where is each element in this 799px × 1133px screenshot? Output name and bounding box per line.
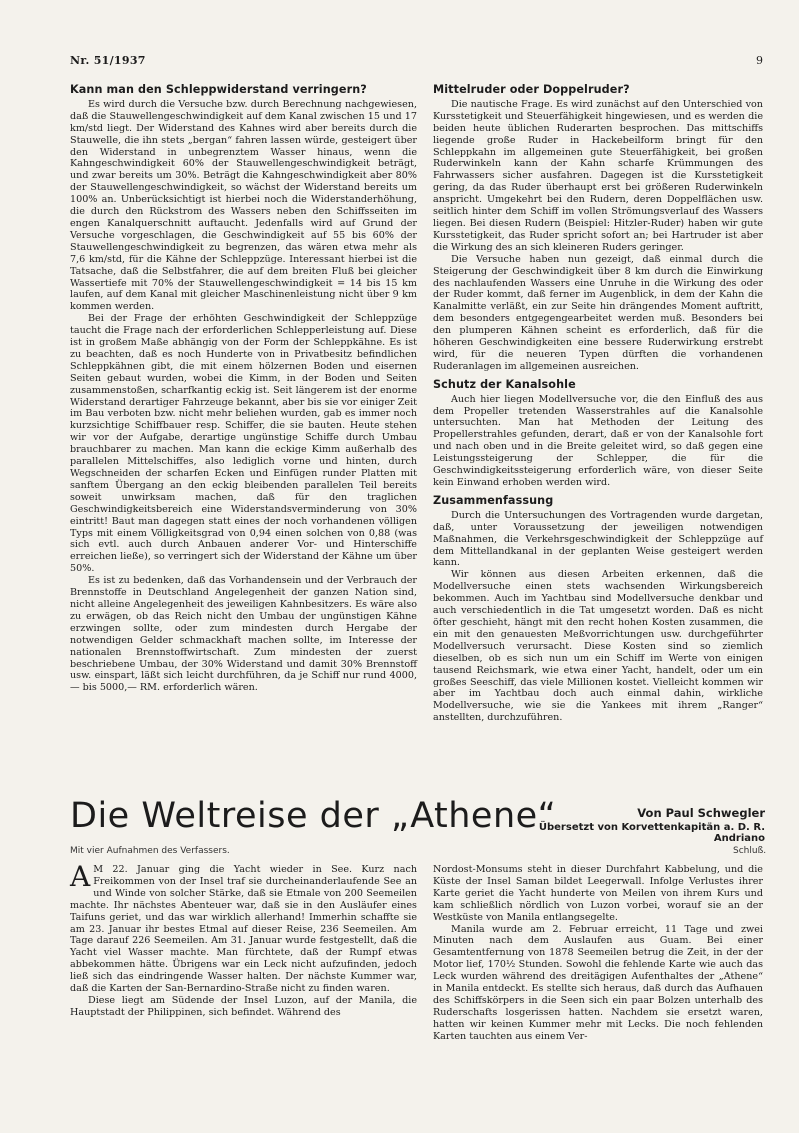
paragraph: Wir können aus diesen Arbeiten erkennen, daß die Modellversuche einen stets wachsenden Wirkungsbereich bekommen. Auch im Yachtbau sind Modellversuche denkbar und auch verschiedentlich in die Tat umgesetzt worden. Daß es nicht öfter geschieht, hängt mit den recht hohen Kosten zusammen, die ein mit den genauesten Meßvorrichtungen usw. durchgeführter Modellversuch verursacht. Diese Kosten sind so ziemlich dieselben, ob es sich nun um ein Schiff im Werte von einigen tausend Reichsmark, wie etwa einer Yacht, handelt, oder um ein großes Seeschiff, das viele Millionen kostet. Vielleicht kommen wir aber im Yachtbau doch auch einmal dahin, wirkliche Modellversuche, wie sie die Yankees mit ihrem „Ranger“ anstellten, durchzuführen. [433,569,763,724]
paragraph: Die nautische Frage. Es wird zunächst auf den Unterschied von Kursstetigkeit und Steuerfähigkeit hingewiesen, und es werden die beiden heute üblichen Ruderarten besprochen. Das mittschiffs liegende große Ruder in Hackebeilform bringt für den Schleppkahn im allgemeinen gute Steuerfähigkeit, bei großen Ruderwinkeln kann der Kahn scharfe Krümmungen des Fahrwassers sicher ausfahren. Dagegen ist die Kursstetigkeit gering, da das Ruder überhaupt erst bei größeren Ruderwinkeln anspricht. Umgekehrt bei den Rudern, deren Doppelflächen usw. seitlich hinter dem Schiff im vollen Strömungsverlauf des Wassers liegen. Bei diesen Rudern (Beispiel: Hitzler-Ruder) haben wir gute Kursstetigkeit, das Ruder spricht sofort an; bei Hartruder ist aber die Wirkung des an sich kleineren Ruders geringer. [433,98,763,253]
paragraph: Die Versuche haben nun gezeigt, daß einmal durch die Steigerung der Geschwindigkeit über 8 km durch die Einwirkung des nachlaufenden Wassers eine Unruhe in die Wirkung des oder der Ruder kommt, daß ferner im Augenblick, in dem der Kahn die Kanalmitte verläßt, ein zur Seite hin drängendes Moment auftritt, dem besonders entgegengearbeitet werden muß. Besonders bei den plumperen Kähnen scheint es erforderlich, daß für die höheren Geschwindigkeiten eine bessere Ruderwirkung erstrebt wird, für die neueren Typen dürften die vorhandenen Ruderanlagen im allgemeinen ausreichen. [433,253,763,372]
translator: Übersetzt von Korvettenkapitän a. D. R. Andriano [538,822,765,844]
paragraph: Auch hier liegen Modellversuche vor, die den Einfluß des aus dem Propeller tretenden Wasserstrahles auf die Kanalsohle untersuchten. Man hat Methoden der Leitung des Propellerstrahles gefunden, derart, daß er von der Kanalsohle fort und nach oben und in die Breite geleitet wird, so daß gegen eine Leistungssteigerung der Schlepper, die für die Geschwindigkeitssteigerung erforderlich wäre, von dieser Seite kein Einwand erhoben werden wird. [433,393,763,488]
paragraph: Nordost-Monsums steht in dieser Durchfahrt Kabbelung, und die Küste der Insel Saman bildet Leegerwall. Infolge Verlustes ihrer Karte geriet die Yacht hunderte von Meilen von ihrem Kurs und kam schließlich nördlich von Luzon vorbei, worauf sie an der Westküste von Manila entlangsegelte. [433,864,763,923]
issue-number: Nr. 51/1937 [70,54,146,67]
paragraph: Manila wurde am 2. Februar erreicht, 11 Tage und zwei Minuten nach dem Auslaufen aus Guam. Bei einer Gesamtentfernung von 1878 Seemeilen betrug die Zeit, in der der Motor lief, 170½ Stunden. Sowohl die fehlende Karte wie auch das Leck wurden während des dreitägigen Aufenthaltes der „Athene“ in Manila entdeckt. Es stellte sich heraus, daß durch das Aufhauen des Schiffskörpers in die Seen sich ein paar Bolzen unterhalb des Ruderschafts losgerissen hatten. Nachdem sie ersetzt waren, hatten wir keinen Kummer mehr mit Lecks. Die noch fehlenden Karten tauchten aus einem Ver- [433,923,763,1042]
paragraph: Es ist zu bedenken, daß das Vorhandensein und der Verbrauch der Brennstoffe in Deutschland Angelegenheit der ganzen Nation sind, nicht alleine Angelegenheit des jeweiligen Kahnbesitzers. Es wäre also zu erwägen, ob das Reich nicht den Umbau der ungünstigen Kähne erzwingen sollte, oder zum mindesten durch Hergabe der notwendigen Gelder schmackhaft machen sollte, im Interesse der nationalen Brennstoffwirtschaft. Zum mindesten der zuerst beschriebene Umbau, der 30% Widerstand und damit 30% Brennstoff usw. einspart, läßt sich leicht durchführen, da je Schiff nur rund 4000,— bis 5000,— RM. erforderlich wären. [70,575,417,694]
paragraph [70,860,417,995]
author: Von Paul Schwegler [637,806,765,820]
paragraph: Diese liegt am Südende der Insel Luzon, auf der Manila, die Hauptstadt der Philippinen, sich befindet. Während des [70,994,417,1018]
article-left-column [70,860,417,1019]
drop-cap: A [70,860,91,893]
paragraph-text: M 22. Januar ging die Yacht wieder in See. Kurz nach Freikommen von der Insel traf sie durcheinanderlaufende See an und Winde von solcher Stärke, daß sie Etmale von 200 Seemeilen machte. Ihr nächstes Abenteuer war, daß sie in den Ausläufer eines Taifuns geriet, und das war wirklich allerhand! Immerhin schaffte sie am 23. Januar ihr bestes Etmal auf dieser Reise, 236 Seemeilen. Am Tage darauf 226 Seemeilen. Am 31. Januar wurde festgestellt, daß die Yacht viel Wasser machte. Man fürchtete, daß der Rumpf etwas abbekommen hätte. Übrigens war ein Leck nicht aufzufinden, jedoch ließ sich das eindringende Wasser halten. Der nächste Kummer war, daß die Karten der San-Bernardino-Straße nicht zu finden waren. [70,864,417,995]
paragraph: Es wird durch die Versuche bzw. durch Berechnung nachgewiesen, daß die Stauwellengeschwindigkeit auf dem Kanal zwischen 15 und 17 km/std liegt. Der Widerstand des Kahnes wird aber bereits durch die Stauwelle, die ihn stets „bergan“ fahren lassen würde, gesteigert über den Widerstand in unbegrenztem Wasser hinaus, wenn die Kahngeschwindigkeit 60% der Stauwellengeschwindigkeit beträgt, und zwar bereits um 30%. Beträgt die Kahngeschwindigkeit aber 80% der Stauwellengeschwindigkeit, so wächst der Widerstand bereits um 100% an. Unberücksichtigt ist hierbei noch die Widerstanderhöhung, die durch den Rückstrom des Wassers neben den Schiffsseiten im engen Kanalquerschnitt auftaucht. Jedenfalls wird auf Grund der Versuche vorgeschlagen, die Geschwindigkeit auf 55 bis 60% der Stauwellengeschwindigkeit zu begrenzen, das wären etwa mehr als 7,6 km/std, für die Kähne der Schleppzüge. Interessant hierbei ist die Tatsache, daß die Selbstfahrer, die auf dem breiten Fluß bei gleicher Wassertiefe mit 70% der Stauwellengeschwindigkeit = 14 bis 15 km laufen, auf dem Kanal mit gleicher Maschinenleistung nicht über 9 km kommen werden. [70,98,417,313]
paragraph: Durch die Untersuchungen des Vortragenden wurde dargetan, daß, unter Voraussetzung der jeweiligen notwendigen Maßnahmen, die Verkehrsgeschwindigkeit der Schleppzüge auf dem Mittellandkanal in der geplanten Weise gesteigert werden kann. [433,509,763,569]
paragraph: Bei der Frage der erhöhten Geschwindigkeit der Schleppzüge taucht die Frage nach der erforderlichen Schlepperleistung auf. Diese ist in großem Maße abhängig von der Form der Schleppkähne. Es ist zu beachten, daß es noch Hunderte von in Privatbesitz befindlichen Schleppkähnen gibt, die mit einem hölzernen Boden und eisernen Seiten gebaut wurden, wobei die Kimm, in der Boden und Seiten zusammenstoßen, scharfkantig eckig ist. Seit längerem ist der enorme Widerstand derartiger Fahrzeuge bekannt, aber bis sie vor einiger Zeit im Bau verboten bzw. nicht mehr beliehen wurden, gab es immer noch kurzsichtige Schiffbauer resp. Schiffer, die sie bauten. Heute stehen wir vor der Aufgabe, derartige ungünstige Schiffe durch Umbau brauchbarer zu machen. Man kann die eckige Kimm außerhalb des parallelen Mittelschiffes, also lediglich vorne und hinten, durch Wegschneiden der scharfen Ecken und Einfügen runder Platten mit sanftem Übergang an den eckig bleibenden parallelen Teil bereits soweit unwirksam machen, daß für den traglichen Geschwindigkeitsbereich eine Widerstandsverminderung von 30% eintritt! Baut man dagegen statt eines der noch vorhandenen völligen Typs mit einem Völligkeitsgrad von 0,94 einen solchen von 0,88 (was sich evtl. auch durch Anbauen anderer Vor- und Hinterschiffe erreichen ließe), so verringert sich der Widerstand der Kähne um über 50%. [70,313,417,575]
photo-note: Mit vier Aufnahmen des Verfassers. [70,846,230,856]
section-heading-kanalsohle: Schutz der Kanalsohle [433,377,576,391]
section-heading-ruder: Mittelruder oder Doppelruder? [433,83,630,96]
article-right-column [433,864,763,1043]
left-column [70,84,417,694]
section-heading-schleppwiderstand: Kann man den Schleppwiderstand verringern? [70,83,367,96]
right-column [433,84,763,724]
byline [500,806,765,844]
article-title: Die Weltreise der „Athene“ [70,796,557,836]
page-number: 9 [756,54,763,67]
continuation-note: Schluß. [733,846,767,856]
section-heading-zusammenfassung: Zusammenfassung [433,493,554,507]
